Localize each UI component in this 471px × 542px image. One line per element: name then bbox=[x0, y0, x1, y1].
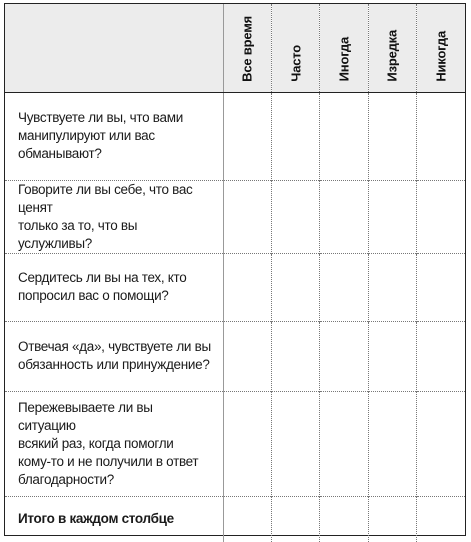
answer-cell[interactable] bbox=[320, 321, 368, 391]
answer-cell[interactable] bbox=[320, 180, 368, 253]
answer-cell[interactable] bbox=[271, 253, 319, 321]
answer-cell[interactable] bbox=[271, 391, 319, 496]
answer-cell[interactable] bbox=[320, 253, 368, 321]
answer-cell[interactable] bbox=[223, 391, 271, 496]
table-row bbox=[5, 391, 465, 496]
questionnaire-table bbox=[5, 4, 465, 542]
table-row bbox=[5, 253, 465, 321]
answer-cell[interactable] bbox=[417, 321, 465, 391]
answer-cell[interactable] bbox=[417, 92, 465, 180]
answer-cell[interactable] bbox=[223, 180, 271, 253]
question-line: только за то, что вы услужливы? bbox=[18, 217, 138, 251]
question-cell bbox=[5, 321, 223, 391]
table-row bbox=[5, 180, 465, 253]
question-line: кому-то и не получили в ответ bbox=[18, 453, 199, 469]
question-line: Сердитесь ли вы на тех, кто bbox=[18, 270, 187, 285]
question-line: Отвечая «да», чувствуете ли вы bbox=[18, 339, 211, 354]
answer-cell[interactable] bbox=[368, 180, 416, 253]
question-line: Говорите ли вы себе, что вас ценят bbox=[18, 181, 193, 215]
answer-cell[interactable] bbox=[417, 391, 465, 496]
question-line: обязанность или принуждение? bbox=[18, 357, 210, 372]
total-row bbox=[5, 496, 465, 542]
total-cell[interactable] bbox=[320, 496, 368, 542]
header-row bbox=[5, 4, 465, 92]
question-line: всякий раз, когда помогли bbox=[18, 435, 174, 451]
total-cell[interactable] bbox=[223, 496, 271, 542]
question-line: обманывают? bbox=[18, 146, 102, 161]
table-row bbox=[5, 321, 465, 391]
header-corner-cell bbox=[5, 4, 223, 92]
total-cell[interactable] bbox=[368, 496, 416, 542]
total-label: Итого в каждом столбце bbox=[5, 496, 223, 542]
answer-cell[interactable] bbox=[368, 391, 416, 496]
answer-cell[interactable] bbox=[368, 92, 416, 180]
questionnaire-table-frame bbox=[4, 3, 466, 536]
total-cell[interactable] bbox=[417, 496, 465, 542]
question-cell bbox=[5, 92, 223, 180]
table-row bbox=[5, 92, 465, 180]
answer-cell[interactable] bbox=[320, 391, 368, 496]
answer-cell[interactable] bbox=[223, 253, 271, 321]
question-cell bbox=[5, 253, 223, 321]
question-line: попросил вас о помощи? bbox=[18, 288, 169, 303]
answer-cell[interactable] bbox=[368, 253, 416, 321]
column-header-rarely: Изредка bbox=[368, 4, 416, 92]
column-header-often: Часто bbox=[271, 4, 319, 92]
answer-cell[interactable] bbox=[417, 180, 465, 253]
answer-cell[interactable] bbox=[223, 321, 271, 391]
answer-cell[interactable] bbox=[368, 321, 416, 391]
column-header-never: Никогда bbox=[417, 4, 465, 92]
question-line: Пережевываете ли вы ситуацию bbox=[18, 399, 153, 433]
answer-cell[interactable] bbox=[271, 92, 319, 180]
answer-cell[interactable] bbox=[223, 92, 271, 180]
answer-cell[interactable] bbox=[271, 321, 319, 391]
column-header-sometimes: Иногда bbox=[320, 4, 368, 92]
question-cell bbox=[5, 391, 223, 496]
answer-cell[interactable] bbox=[417, 253, 465, 321]
answer-cell[interactable] bbox=[271, 180, 319, 253]
column-header-all-the-time: Все время bbox=[223, 4, 271, 92]
question-cell bbox=[5, 180, 223, 253]
question-line: благодарности? bbox=[18, 471, 114, 487]
answer-cell[interactable] bbox=[320, 92, 368, 180]
question-line: манипулируют или вас bbox=[18, 128, 155, 143]
total-cell[interactable] bbox=[271, 496, 319, 542]
question-line: Чувствуете ли вы, что вами bbox=[18, 110, 183, 125]
